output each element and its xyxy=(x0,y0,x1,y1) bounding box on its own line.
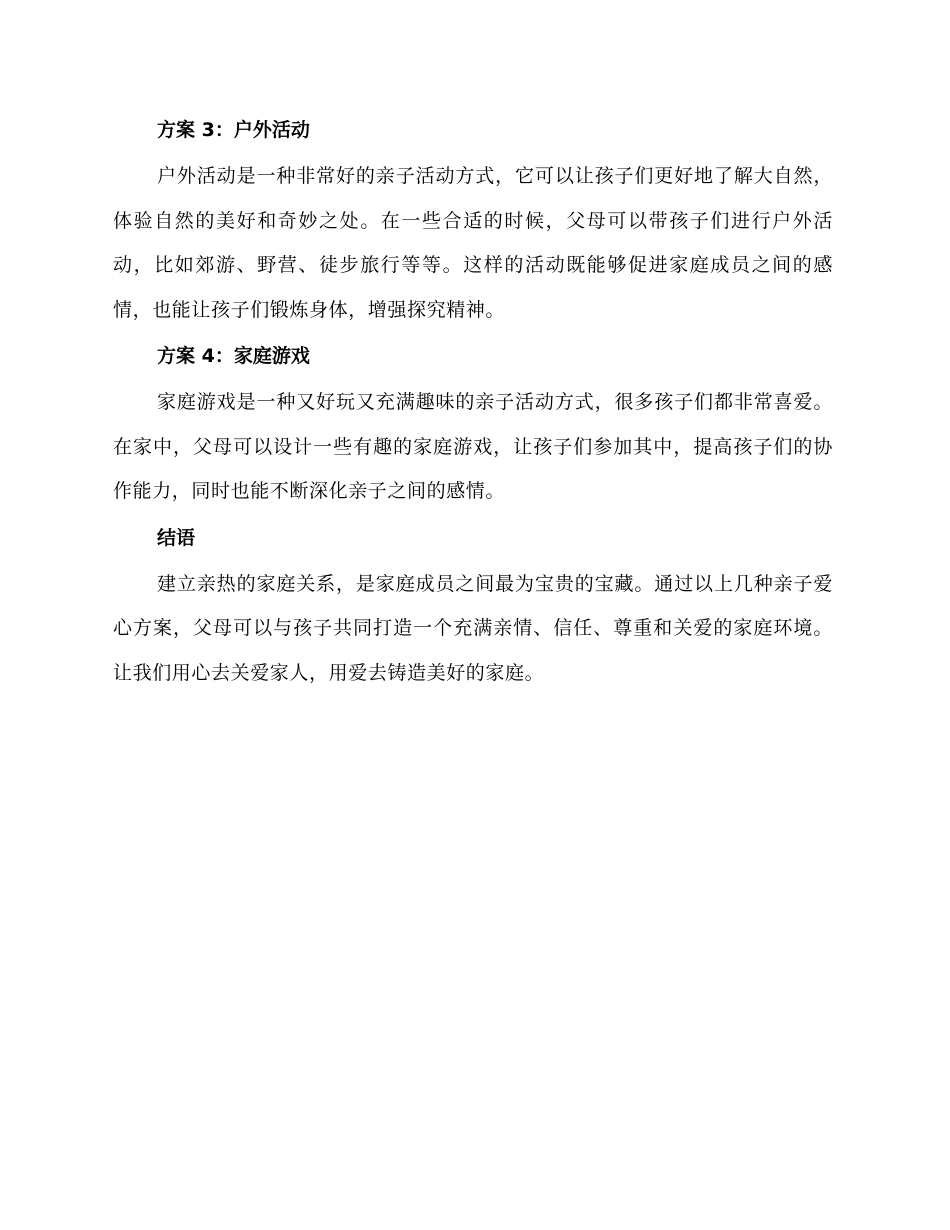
section-paragraph-family-games: 家庭游戏是一种又好玩又充满趣味的亲子活动方式，很多孩子们都非常喜爱。在家中，父母可以设计一些有趣的家庭游戏，让孩子们参加其中，提高孩子们的协作能力，同时也能不断深化亲子之间的感情。 xyxy=(113,391,833,502)
section-heading-conclusion: 结语 xyxy=(157,526,196,549)
section-paragraph-outdoor-activities: 户外活动是一种非常好的亲子活动方式，它可以让孩子们更好地了解大自然，体验自然的美好和奇妙之处。在一些合适的时候，父母可以带孩子们进行户外活动，比如郊游、野营、徒步旅行等等。这样的活动既能够促进家庭成员之间的感情，也能让孩子们锻炼身体，增强探究精神。 xyxy=(113,165,833,321)
section-heading-outdoor-activities: 方案 3：户外活动 xyxy=(157,119,310,141)
document-body xyxy=(113,108,833,697)
section-paragraph-conclusion: 建立亲热的家庭关系，是家庭成员之间最为宝贵的宝藏。通过以上几种亲子爱心方案，父母可以与孩子共同打造一个充满亲情、信任、尊重和关爱的家庭环境。让我们用心去关爱家人，用爱去铸造美好的家庭。 xyxy=(113,572,833,684)
section-heading-family-games: 方案 4：家庭游戏 xyxy=(157,345,310,367)
